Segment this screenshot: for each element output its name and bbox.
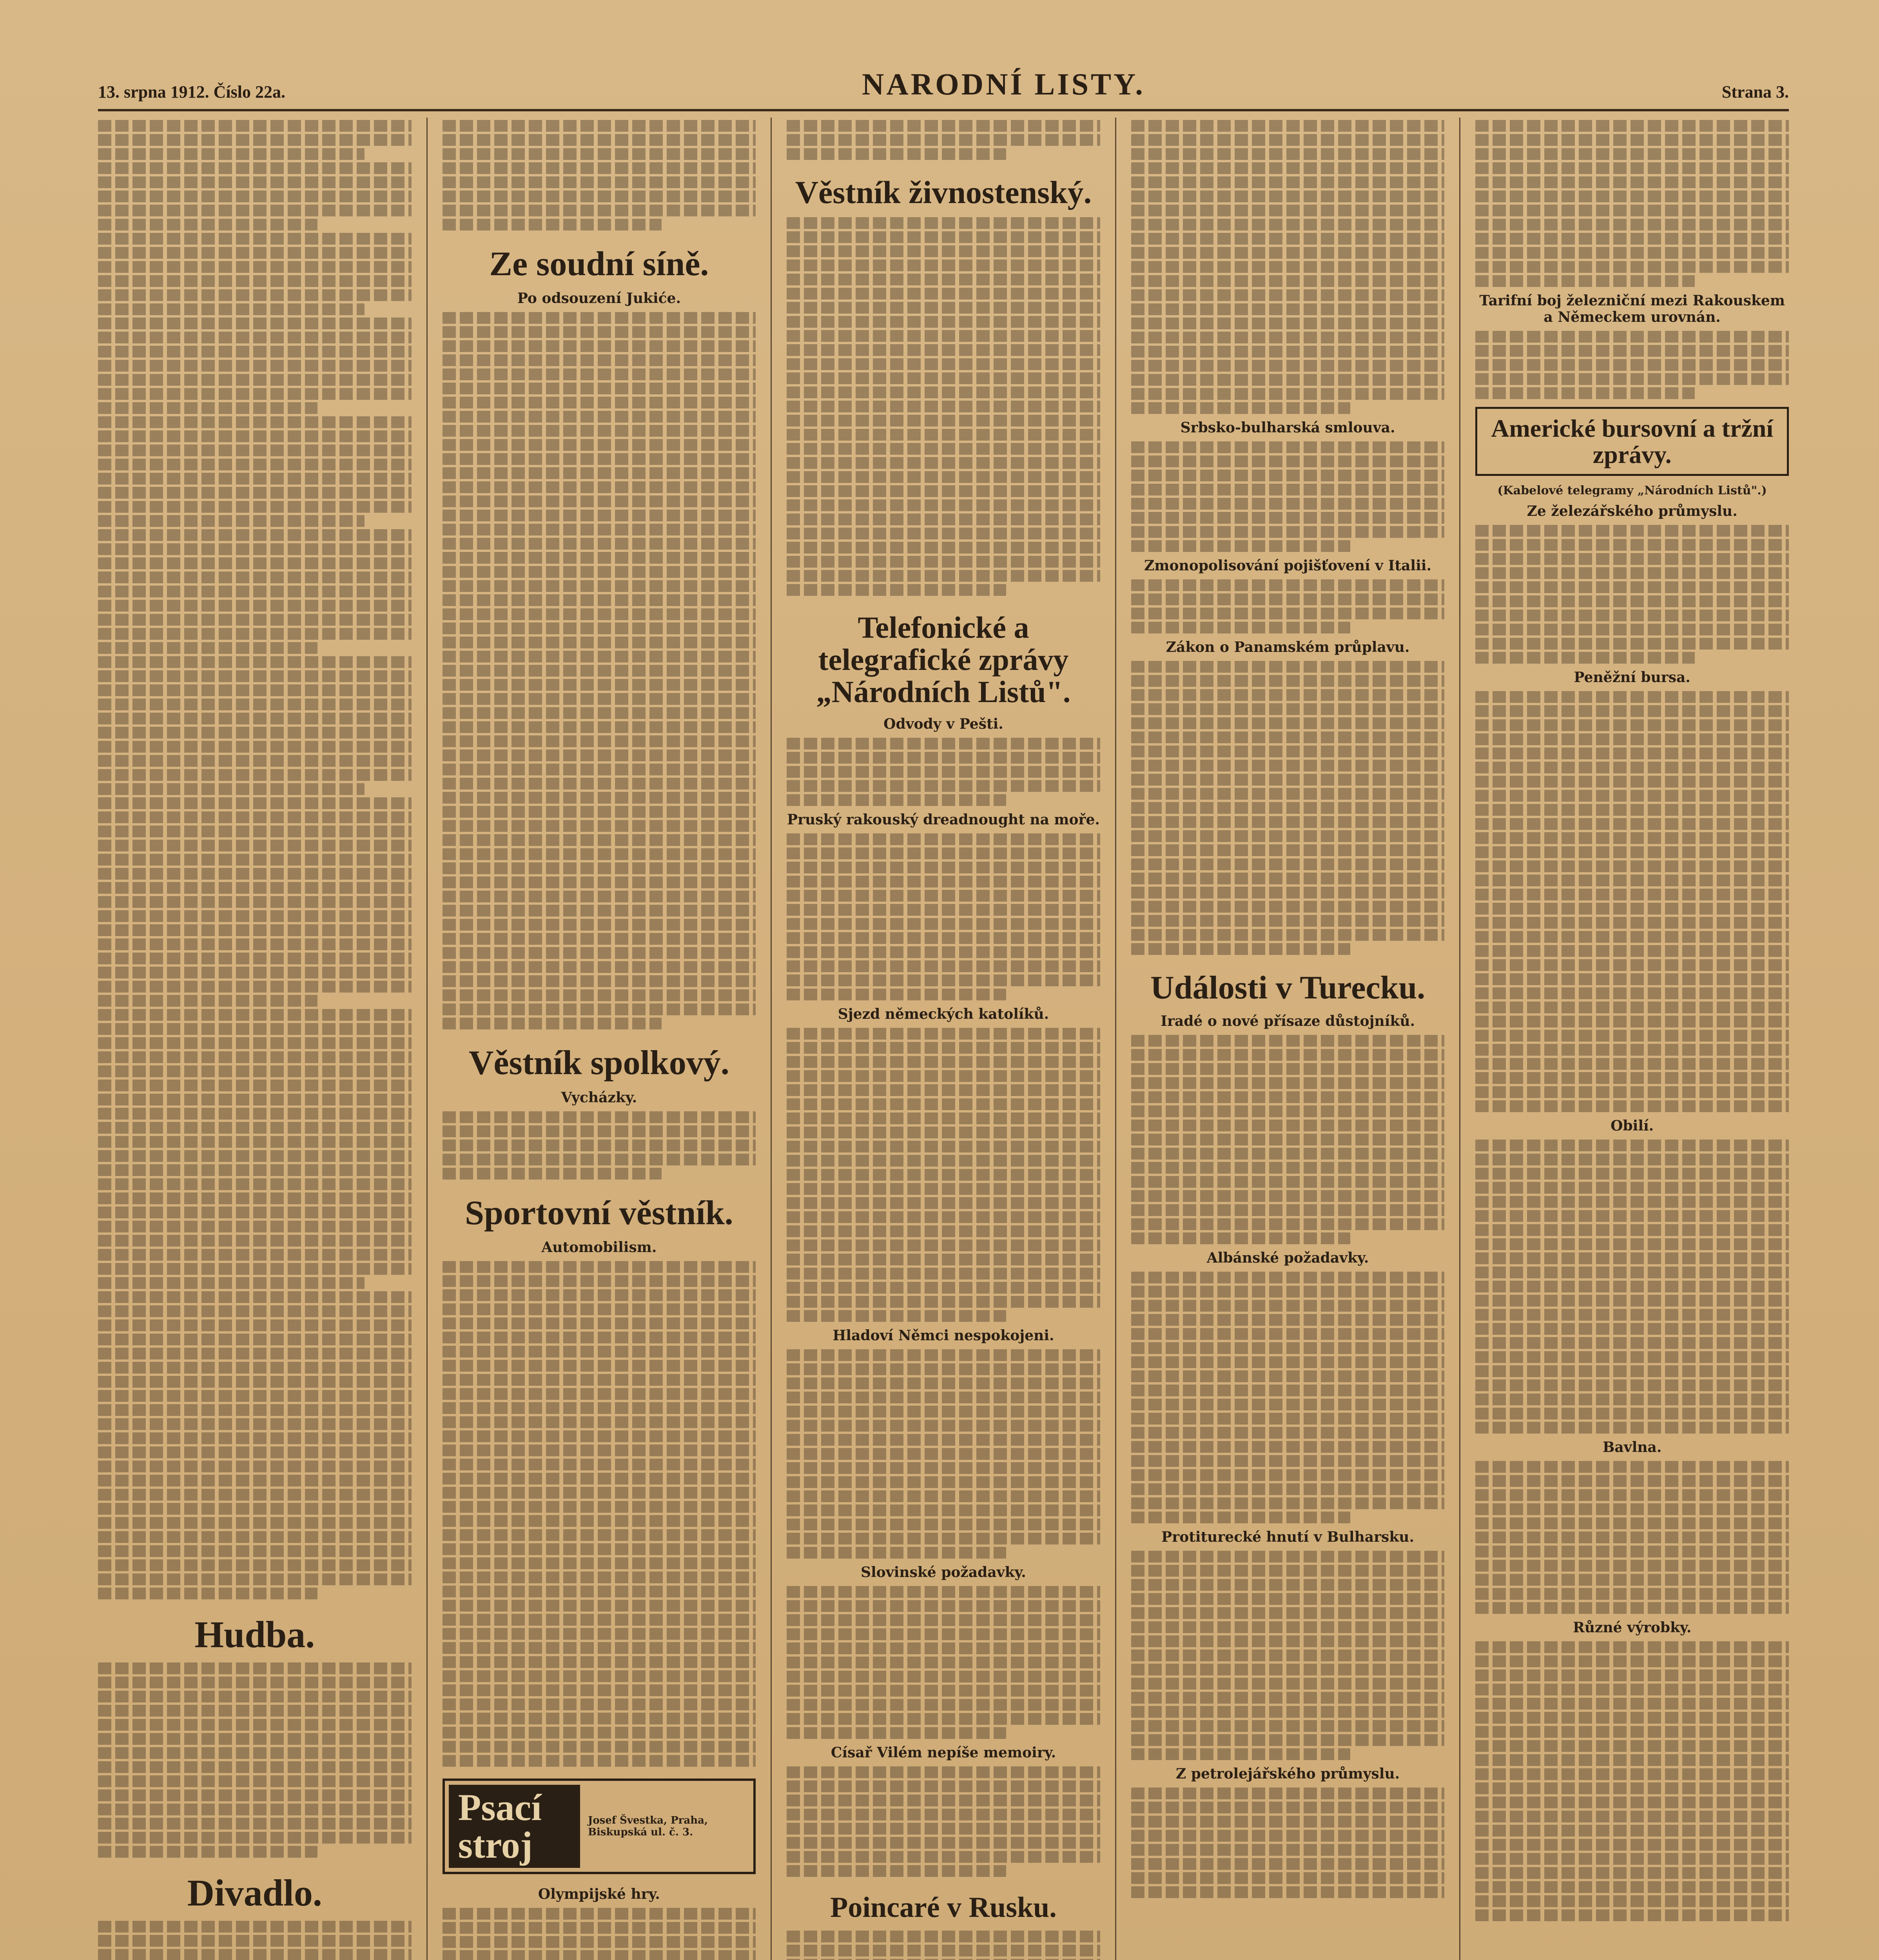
subheading-zeleznice: Tarifní boj železniční mezi Rakouskem a Německem urovnán.: [1479, 292, 1785, 325]
heading-zivnost: Věstník živnostenský.: [795, 174, 1092, 210]
column-5: [1460, 118, 1789, 1960]
ad-text: Josef Švestka, Praha, Biskupská ul. č. 3.: [588, 1815, 708, 1838]
column-2: [428, 118, 772, 1960]
heading-telefon: Telefonické a telegrafické zprávy „Národních Listů".: [816, 610, 1071, 709]
heading-poincare: Poincaré v Rusku.: [830, 1891, 1057, 1924]
page-number: Strana 3.: [1721, 82, 1789, 102]
subheading-petrolejar: Z petrolejářského průmyslu.: [1175, 1766, 1400, 1782]
subheading-sportovni: Automobilism.: [541, 1239, 657, 1256]
subheading-srbsko: Srbsko-bulharská smlouva.: [1180, 419, 1395, 436]
subheading-albanske: Albánské požadavky.: [1206, 1250, 1369, 1267]
advertisement: [443, 1779, 756, 1874]
masthead-title: NARODNÍ LISTY.: [862, 67, 1145, 101]
subheading-iradeh: Iradé o nové přísaze důstojníků.: [1161, 1013, 1415, 1030]
subheading-obili: Obilí.: [1611, 1118, 1654, 1134]
subheading-olymp: Olympijské hry.: [538, 1886, 660, 1903]
subheading-soudni: Po odsouzení Jukiće.: [517, 290, 681, 307]
subheading-odvody: Odvody v Pešti.: [883, 715, 1003, 732]
subheading-kabel: (Kabelové telegramy „Národních Listů".): [1497, 484, 1767, 498]
heading-bursovni: Americké bursovní a tržní zprávy.: [1491, 414, 1774, 469]
heading-divadlo: Divadlo.: [187, 1871, 322, 1914]
subheading-cisar: Císař Vilém nepíše memoiry.: [831, 1744, 1056, 1761]
subheading-halici: Hladoví Němci nespokojeni.: [832, 1327, 1054, 1344]
heading-soudni: Ze soudní síně.: [489, 245, 709, 283]
subheading-zelezarsky: Ze železářského průmyslu.: [1527, 503, 1738, 520]
heading-sportovni: Sportovní věstník.: [465, 1194, 733, 1232]
subheading-bavlna: Bavlna.: [1602, 1439, 1662, 1456]
ad-title: Psací stroj: [449, 1785, 580, 1868]
subheading-panam: Zákon o Panamském průplavu.: [1166, 639, 1410, 655]
subheading-zmono: Zmonopolisování pojišťovení v Italii.: [1144, 557, 1431, 574]
heading-hudba: Hudba.: [194, 1613, 315, 1655]
column-4: [1116, 118, 1461, 1960]
subheading-slovinske: Slovinské požadavky.: [861, 1564, 1026, 1581]
bursovni-box: [1475, 407, 1789, 476]
subheading-sjezd: Sjezd německých katolíků.: [838, 1005, 1049, 1022]
subheading-penezni: Peněžní bursa.: [1574, 669, 1690, 686]
page-header: [98, 55, 1789, 111]
heading-spolkovy: Věstník spolkový.: [468, 1044, 729, 1082]
issue-date: 13. srpna 1912. Číslo 22a.: [98, 82, 285, 102]
columns: [98, 118, 1789, 1960]
subheading-spolkovy: Vycházky.: [561, 1089, 637, 1106]
subheading-ruzne: Různé výrobky.: [1572, 1619, 1692, 1636]
subheading-prusky: Pruský rakouský dreadnought na moře.: [787, 811, 1100, 828]
heading-udalosti: Události v Turecku.: [1150, 969, 1426, 1006]
column-3: [772, 118, 1116, 1960]
subheading-protiturecke: Protiturecké hnutí v Bulharsku.: [1161, 1529, 1414, 1546]
column-1: [98, 118, 428, 1960]
